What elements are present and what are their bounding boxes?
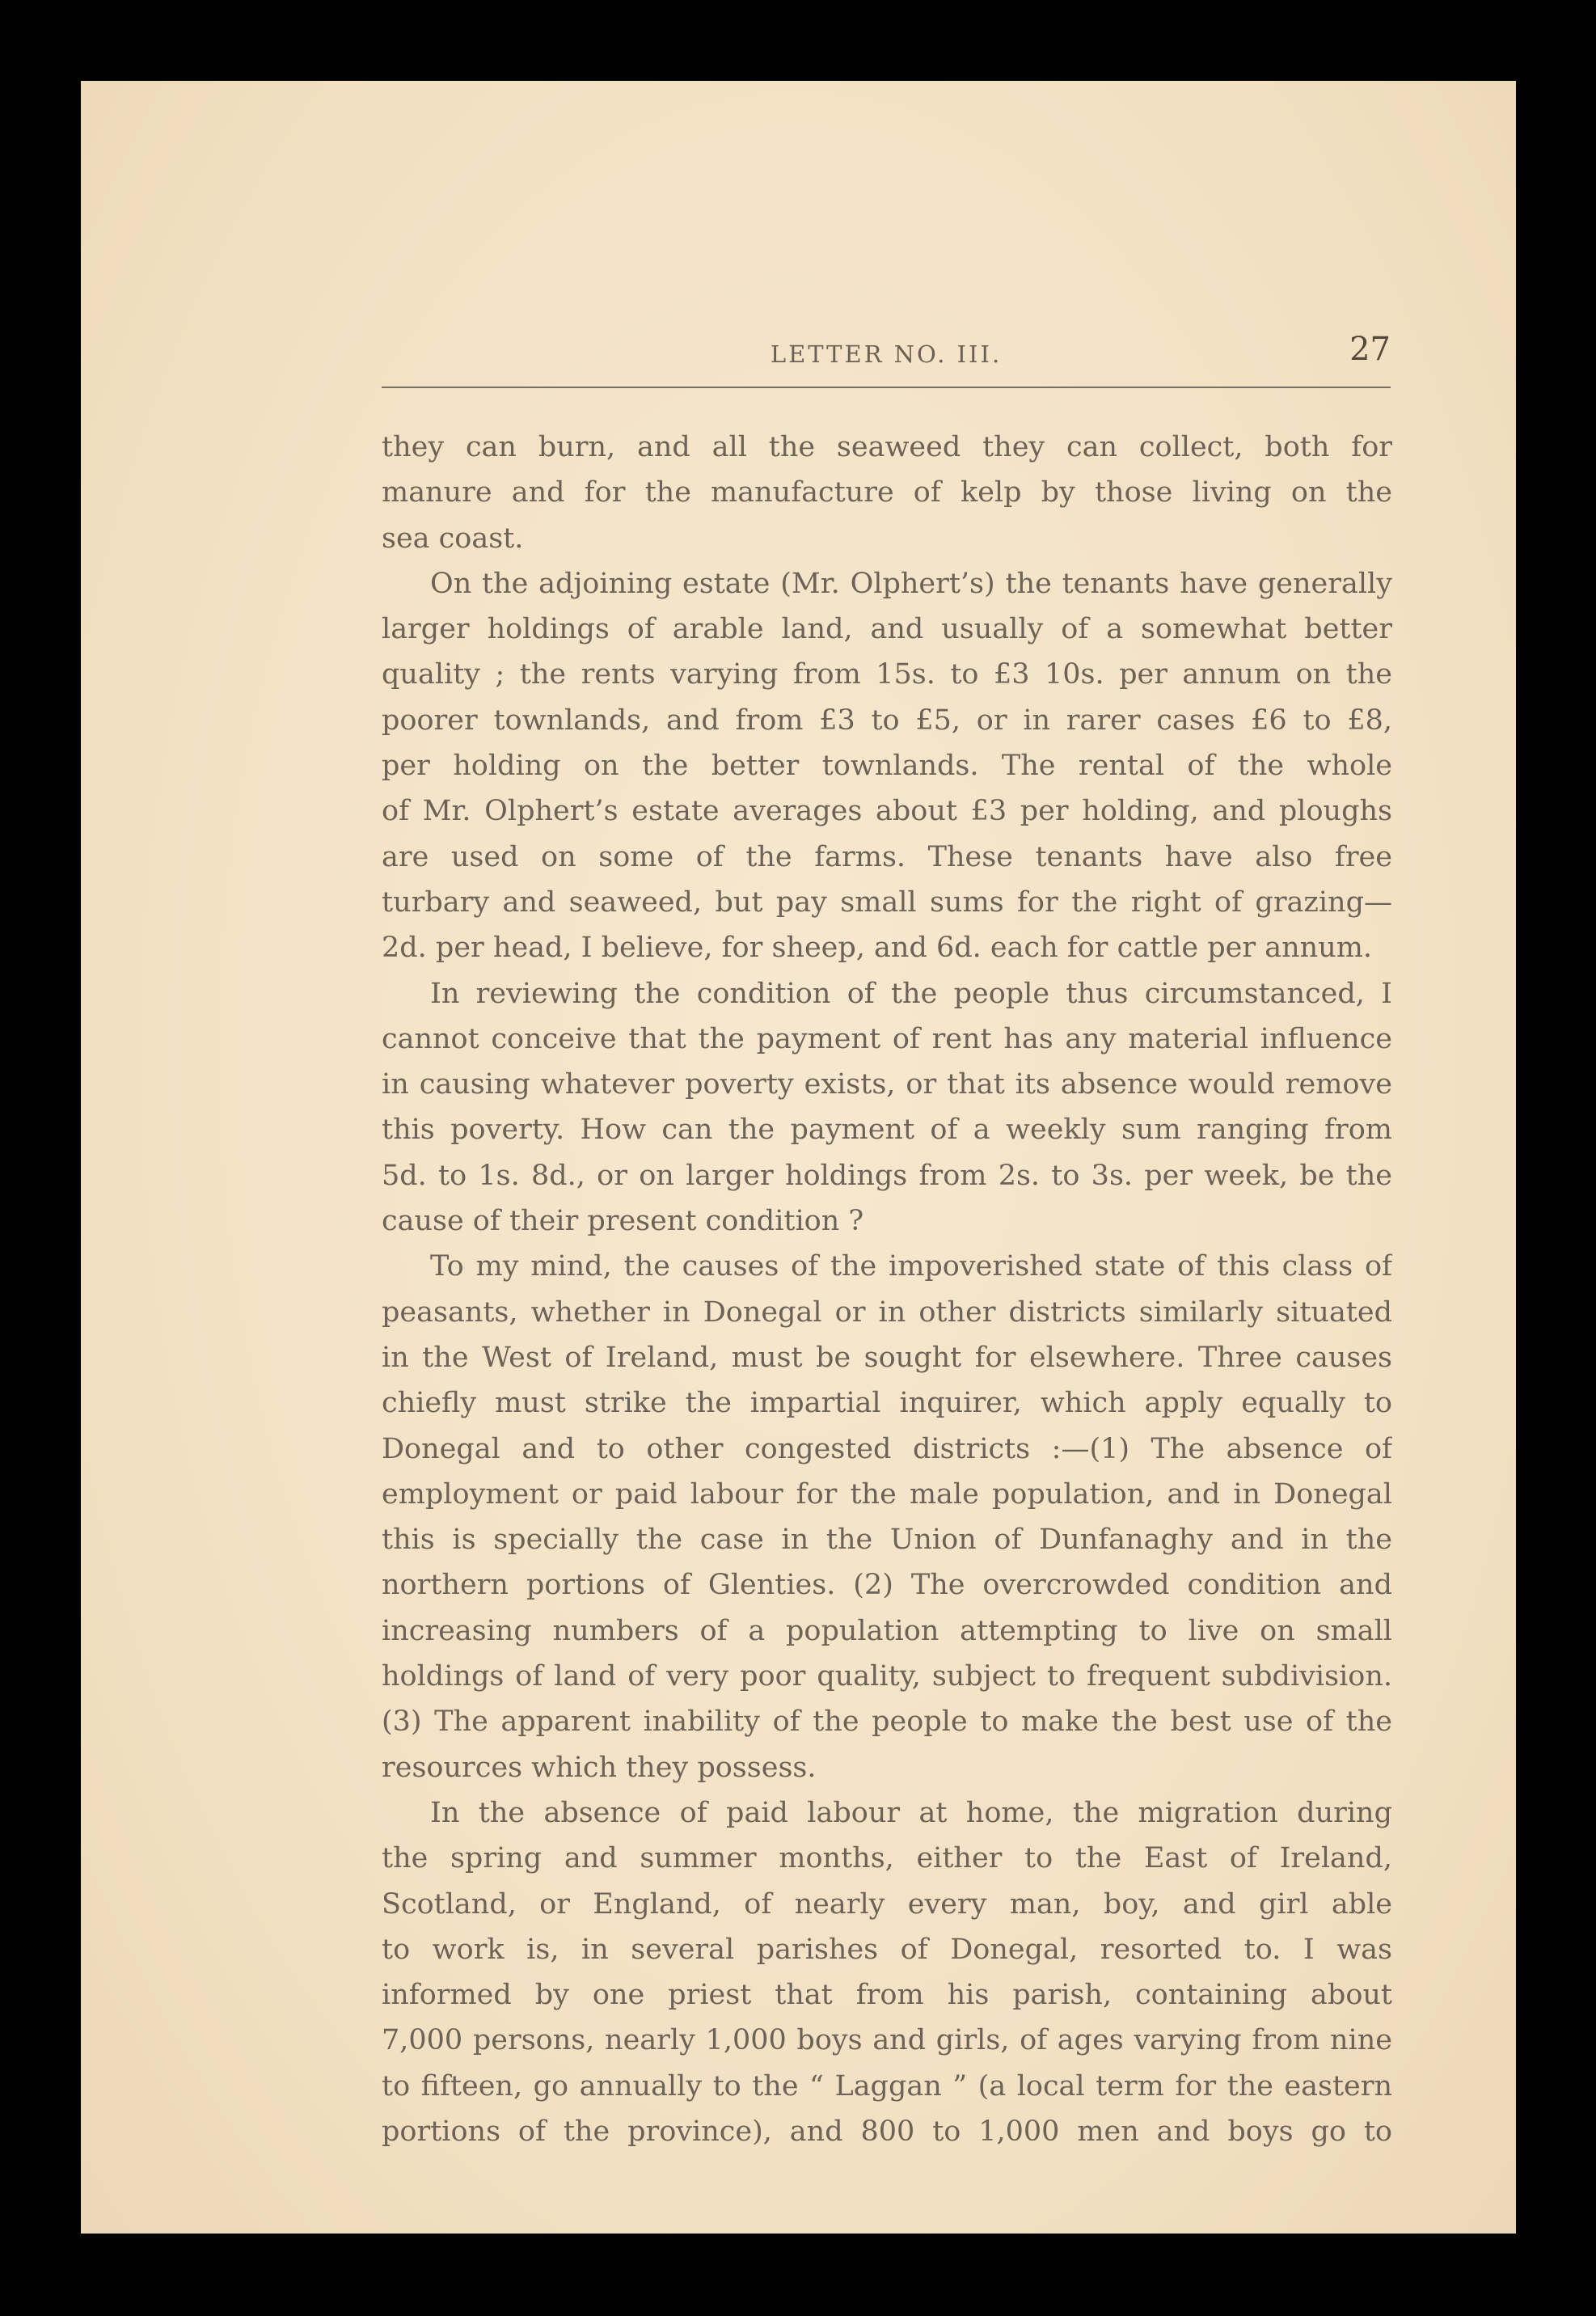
text-line: of Mr. Olphert’s estate averages about £3 per holding, and ploughs [382, 795, 1392, 828]
text-line: this poverty. How can the payment of a weekly sum ranging from [382, 1114, 1392, 1147]
text-line: to fifteen, go annually to the “ Laggan ” (a local term for the eastern [382, 2069, 1392, 2103]
page-number: 27 [1349, 331, 1391, 368]
text-line: northern portions of Glenties. (2) The overcrowded condition and [382, 1569, 1392, 1602]
text-line: resources which they possess. [382, 1751, 817, 1784]
text-line: poorer townlands, and from £3 to £5, or in rarer cases £6 to £8, [382, 704, 1392, 737]
text-line: in causing whatever poverty exists, or that its absence would remove [382, 1068, 1392, 1101]
text-line: they can burn, and all the seaweed they can collect, both for [382, 431, 1392, 463]
page-header [382, 326, 1391, 391]
paragraph [382, 1790, 1392, 2154]
text-line: increasing numbers of a population attempting to live on small [382, 1614, 1392, 1647]
text-line: the spring and summer months, either to the East of Ireland, [382, 1842, 1392, 1875]
text-line: cannot conceive that the payment of rent has any material influence [382, 1022, 1392, 1055]
text-line: in the West of Ireland, must be sought for elsewhere. Three causes [382, 1341, 1392, 1374]
running-title: LETTER NO. III. [770, 340, 1003, 368]
text-line: sea coast. [382, 522, 524, 555]
text-line: are used on some of the farms. These tenants have also free [382, 840, 1392, 873]
text-line: quality ; the rents varying from 15s. to £3 10s. per annum on the [382, 658, 1392, 691]
text-line: (3) The apparent inability of the people to make the best use of the [382, 1705, 1392, 1739]
text-line: portions of the province), and 800 to 1,000 men and boys go to [382, 2115, 1392, 2148]
text-line: to work is, in several parishes of Donegal, resorted to. I was [382, 1933, 1392, 1966]
paragraph [382, 1244, 1392, 1790]
text-line: chiefly must strike the impartial inquirer, which apply equally to [382, 1387, 1392, 1420]
header-rule [382, 387, 1391, 388]
text-line: Donegal and to other congested districts :—(1) The absence of [382, 1432, 1392, 1465]
text-line: In reviewing the condition of the people thus circumstanced, I [430, 977, 1392, 1010]
text-line: In the absence of paid labour at home, the migration during [430, 1796, 1392, 1829]
paragraph [382, 971, 1392, 1245]
text-line: On the adjoining estate (Mr. Olphert’s) the tenants have generally [430, 567, 1392, 600]
text-line: 7,000 persons, nearly 1,000 boys and girls, of ages varying from nine [382, 2024, 1392, 2057]
body-text [382, 425, 1392, 2154]
text-line: employment or paid labour for the male population, and in Donegal [382, 1477, 1392, 1511]
paragraph [382, 561, 1392, 971]
text-line: holdings of land of very poor quality, subject to frequent subdivision. [382, 1660, 1392, 1693]
text-line: informed by one priest that from his parish, containing about [382, 1979, 1392, 2012]
text-line: 5d. to 1s. 8d., or on larger holdings from 2s. to 3s. per week, be the [382, 1159, 1392, 1192]
text-line: cause of their present condition ? [382, 1205, 864, 1238]
text-line: per holding on the better townlands. The rental of the whole [382, 750, 1392, 783]
text-line: peasants, whether in Donegal or in other districts similarly situated [382, 1295, 1392, 1329]
text-line: larger holdings of arable land, and usually of a somewhat better [382, 613, 1392, 646]
book-page [81, 81, 1516, 2234]
text-line: manure and for the manufacture of kelp by those living on the [382, 476, 1392, 509]
text-line: this is specially the case in the Union of Dunfanaghy and in the [382, 1524, 1392, 1557]
text-line: To my mind, the causes of the impoverished state of this class of [430, 1250, 1392, 1283]
text-line: turbary and seaweed, but pay small sums for the right of grazing— [382, 885, 1392, 919]
paragraph [382, 425, 1392, 561]
text-line: Scotland, or England, of nearly every man, boy, and girl able [382, 1887, 1392, 1921]
text-line: 2d. per head, I believe, for sheep, and 6d. each for cattle per annum. [382, 932, 1373, 965]
